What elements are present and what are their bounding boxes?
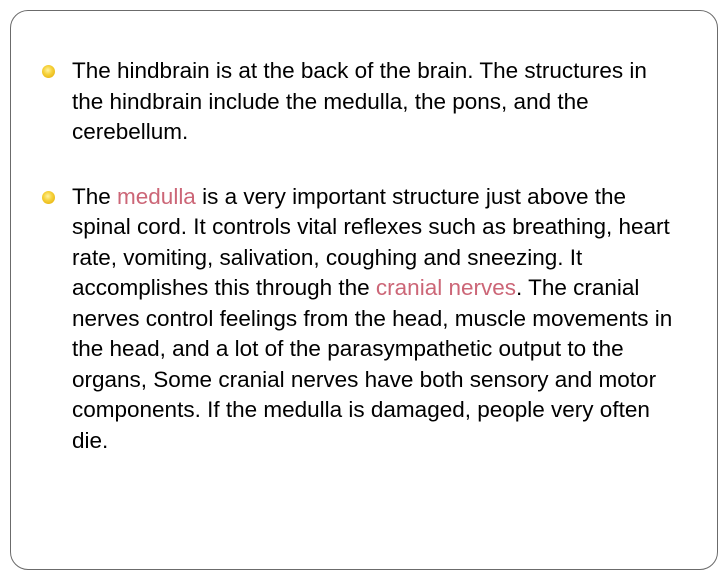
text-run: . The cranial nerves control feelings from the head, muscle movements in the head, and a lot of the parasympathetic output to the organs, Some cranial nerves have both sensory and motor components. If the medulla is damaged, people very often die.	[72, 275, 673, 453]
bullet-text	[72, 182, 682, 457]
highlight-cranial-nerves: cranial nerves	[375, 275, 516, 300]
bullet-dot-icon	[42, 65, 55, 78]
bullet-dot-icon	[42, 191, 55, 204]
text-run: The	[72, 183, 118, 209]
slide-content	[62, 56, 682, 456]
bullet-text: The hindbrain is at the back of the brain. The structures in the hindbrain include the medulla, the pons, and the cerebellum.	[72, 58, 647, 144]
bullet-item-hindbrain	[62, 56, 682, 148]
bullet-item-medulla	[62, 182, 682, 457]
highlight-medulla: medulla	[117, 183, 196, 209]
text-run: is a very important structure just above the spinal cord. It controls vital reflexes such as breathing, heart rate, vomiting, salivation, coughing and sneezing. It accomplishes this through the	[72, 183, 670, 300]
